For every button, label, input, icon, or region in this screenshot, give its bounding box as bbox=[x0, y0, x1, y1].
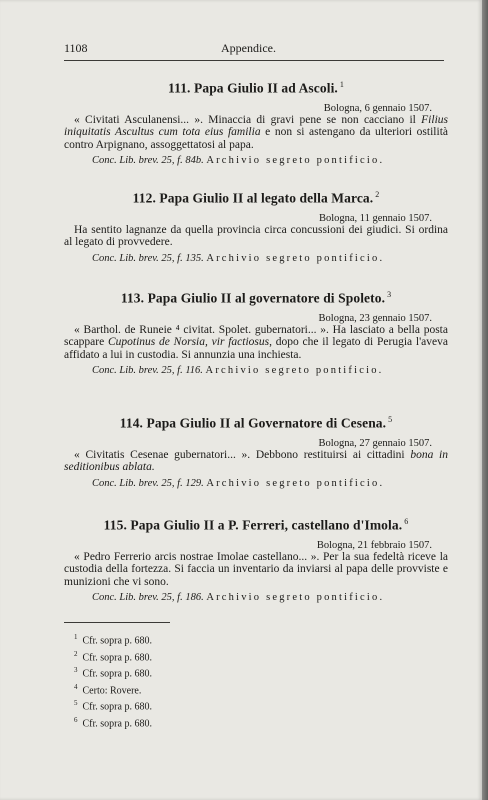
document-title: 112. Papa Giulio II al legato della Marca. $^2$ bbox=[132, 190, 380, 206]
page-number: 1108 bbox=[64, 41, 88, 55]
document-date: Bologna, 21 febbraio 1507. bbox=[316, 539, 432, 551]
document-source: Conc. Lib. brev. 25, f. 129. Archivio segreto pontificio. bbox=[92, 477, 385, 489]
document-date: Bologna, 11 gennaio 1507. bbox=[318, 212, 432, 224]
document-111 bbox=[64, 80, 448, 166]
footnote: $^4$ Certo: Rovere. bbox=[74, 682, 142, 696]
document-source: Conc. Lib. brev. 25, f. 186. Archivio segreto pontificio. bbox=[92, 592, 385, 603]
footnotes bbox=[74, 631, 152, 730]
document-date: Bologna, 23 gennaio 1507. bbox=[318, 312, 432, 324]
document-112 bbox=[64, 190, 448, 264]
document-summary: « Barthol. de Runeie ⁴ civitat. Spolet. gubernatori... ». Ha lasciato a bella posta scappare Cupotinus de Norsia, vir factiosus, dopo che il legato di Perugia l'aveva affidato a lui in custodia. Si annunzia una inchiesta. bbox=[64, 323, 448, 361]
document-source: Conc. Lib. brev. 25, f. 116. Archivio segreto pontificio. bbox=[92, 365, 384, 376]
document-source: Conc. Lib. brev. 25, f. 84b. Archivio segreto pontificio. bbox=[92, 155, 385, 166]
footnote: $^3$ Cfr. sopra p. 680. bbox=[74, 666, 152, 680]
document-date: Bologna, 6 gennaio 1507. bbox=[323, 102, 432, 114]
document-114 bbox=[64, 415, 448, 489]
document-title: 115. Papa Giulio II a P. Ferreri, castellano d'Imola. $^6$ bbox=[103, 517, 409, 533]
running-title: Appendice. bbox=[221, 41, 276, 55]
footnote: $^6$ Cfr. sopra p. 680. bbox=[74, 715, 152, 729]
document-summary: « Pedro Ferrerio arcis nostrae Imolae castellano... ». Per la sua fedeltà riceve la custodia della fortezza. Si faccia un inventario da inviarsi al papa delle provviste e munizioni che vi sono. bbox=[64, 550, 448, 588]
footnote-rule bbox=[64, 622, 170, 623]
page-edge-shadow bbox=[482, 0, 488, 800]
document-title: 114. Papa Giulio II al Governatore di Cesena. $^5$ bbox=[119, 415, 393, 431]
page-header bbox=[64, 41, 444, 59]
document-summary: Ha sentito lagnanze da quella provincia circa concussioni dei giudici. Si ordina al legato di provvedere. bbox=[64, 223, 448, 248]
document-115 bbox=[64, 517, 448, 603]
document-date: Bologna, 27 gennaio 1507. bbox=[318, 437, 432, 449]
header-rule bbox=[64, 60, 444, 61]
document-summary: « Civitatis Cesenae gubernatori... ». Debbono restituirsi ai cittadini bona in seditionibus ablata. bbox=[64, 448, 448, 473]
document-title: 111. Papa Giulio II ad Ascoli. $^1$ bbox=[167, 80, 345, 96]
footnote: $^2$ Cfr. sopra p. 680. bbox=[74, 649, 152, 663]
document-summary: « Civitati Asculanensi... ». Minaccia di gravi pene se non cacciano il Filius iniquitatis Ascultus cum tota eius familia e non si astengano da ulteriori ostilità contro Arpignano, assoggettatosi al papa. bbox=[64, 113, 448, 151]
document-title: 113. Papa Giulio II al governatore di Spoleto. $^3$ bbox=[120, 290, 392, 306]
footnote: $^5$ Cfr. sopra p. 680. bbox=[74, 699, 152, 713]
footnote: $^1$ Cfr. sopra p. 680. bbox=[74, 633, 152, 647]
document-source: Conc. Lib. brev. 25, f. 135. Archivio segreto pontificio. bbox=[92, 252, 385, 264]
document-113 bbox=[64, 290, 448, 376]
